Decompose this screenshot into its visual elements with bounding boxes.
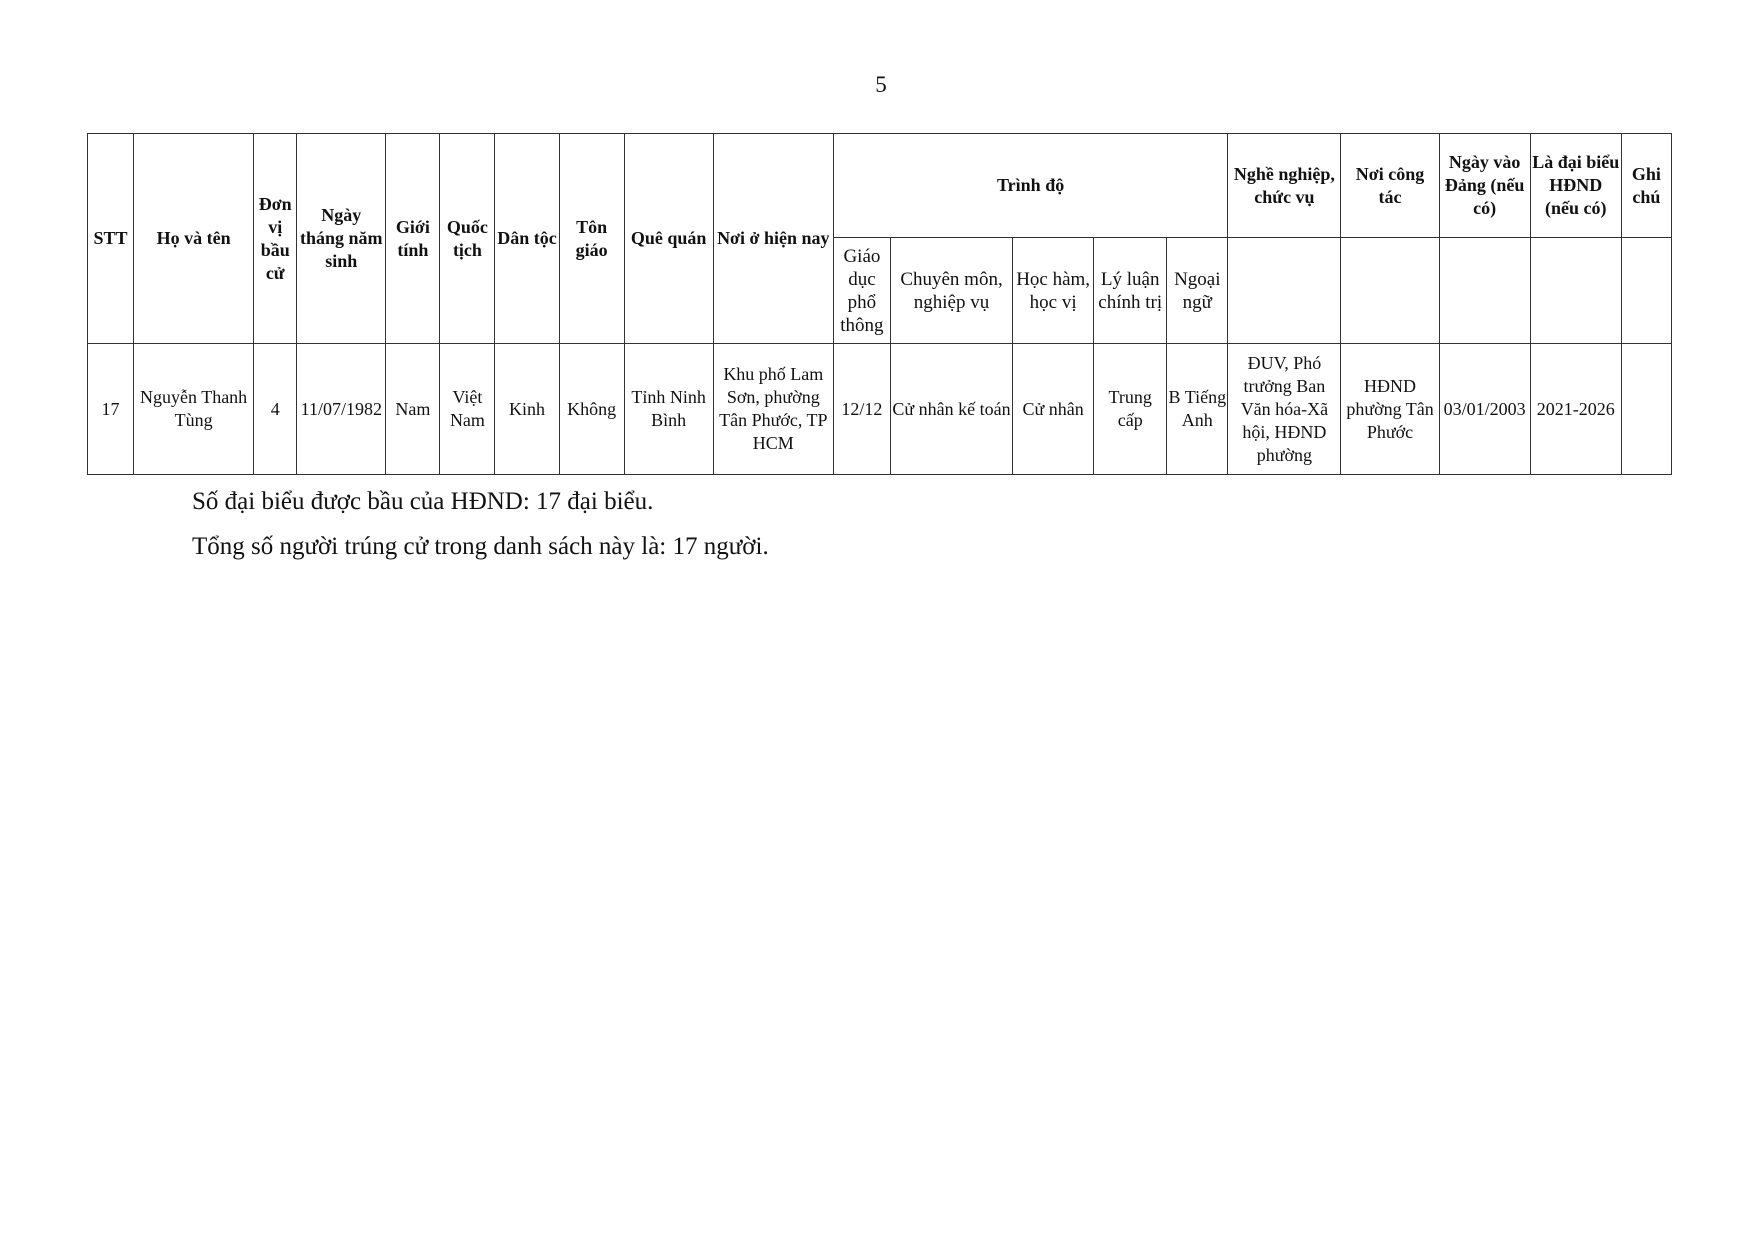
cell-ngay-vao-dang: 03/01/2003	[1439, 344, 1530, 475]
header-hoc-ham: Học hàm, học vị	[1013, 238, 1094, 344]
cell-dan-toc: Kinh	[495, 344, 559, 475]
header-noi-o: Nơi ở hiện nay	[713, 134, 833, 344]
header-dai-bieu-hdnd: Là đại biểu HĐND (nếu có)	[1530, 134, 1621, 238]
cell-hoc-ham: Cử nhân	[1013, 344, 1094, 475]
header-ngay-vao-dang: Ngày vào Đảng (nếu có)	[1439, 134, 1530, 238]
header-quoc-tich: Quốc tịch	[440, 134, 495, 344]
cell-chuyen-mon: Cử nhân kế toán	[890, 344, 1012, 475]
cell-ton-giao: Không	[559, 344, 624, 475]
header-stt: STT	[88, 134, 134, 344]
header-blank-4	[1530, 238, 1621, 344]
cell-que-quan: Tỉnh Ninh Bình	[624, 344, 713, 475]
candidate-table	[87, 133, 1672, 475]
cell-ho-ten: Nguyễn Thanh Tùng	[134, 344, 254, 475]
summary-elected-count: Tổng số người trúng cử trong danh sách này là: 17 người.	[192, 533, 769, 560]
header-ly-luan: Lý luận chính trị	[1094, 238, 1167, 344]
cell-giao-duc: 12/12	[833, 344, 890, 475]
page-number: 5	[875, 72, 887, 97]
header-trinh-do: Trình độ	[833, 134, 1227, 238]
cell-gioi-tinh: Nam	[386, 344, 440, 475]
cell-noi-o: Khu phố Lam Sơn, phường Tân Phước, TP HCM	[713, 344, 833, 475]
cell-ly-luan: Trung cấp	[1094, 344, 1167, 475]
cell-ghi-chu	[1621, 344, 1671, 475]
cell-ngoai-ngu: B Tiếng Anh	[1167, 344, 1228, 475]
header-gioi-tinh: Giới tính	[386, 134, 440, 344]
header-don-vi: Đơn vị bầu cử	[254, 134, 297, 344]
cell-dai-bieu-hdnd: 2021-2026	[1530, 344, 1621, 475]
header-ghi-chu: Ghi chú	[1621, 134, 1671, 238]
header-blank-3	[1439, 238, 1530, 344]
header-ngoai-ngu: Ngoại ngữ	[1167, 238, 1228, 344]
header-nghe-nghiep: Nghề nghiệp, chức vụ	[1228, 134, 1341, 238]
cell-noi-cong-tac: HĐND phường Tân Phước	[1341, 344, 1439, 475]
header-blank-1	[1228, 238, 1341, 344]
header-ngay-sinh: Ngày tháng năm sinh	[297, 134, 386, 344]
header-ho-ten: Họ và tên	[134, 134, 254, 344]
cell-nghe-nghiep: ĐUV, Phó trưởng Ban Văn hóa-Xã hội, HĐND phường	[1228, 344, 1341, 475]
summary-delegate-count: Số đại biểu được bầu của HĐND: 17 đại biểu.	[192, 488, 654, 515]
header-ton-giao: Tôn giáo	[559, 134, 624, 344]
cell-stt: 17	[88, 344, 134, 475]
header-chuyen-mon: Chuyên môn, nghiệp vụ	[890, 238, 1012, 344]
cell-ngay-sinh: 11/07/1982	[297, 344, 386, 475]
header-blank-5	[1621, 238, 1671, 344]
header-que-quan: Quê quán	[624, 134, 713, 344]
header-blank-2	[1341, 238, 1439, 344]
table-row	[88, 344, 1672, 475]
header-dan-toc: Dân tộc	[495, 134, 559, 344]
cell-don-vi: 4	[254, 344, 297, 475]
cell-quoc-tich: Việt Nam	[440, 344, 495, 475]
header-noi-cong-tac: Nơi công tác	[1341, 134, 1439, 238]
header-row	[88, 134, 1672, 238]
header-giao-duc: Giáo dục phổ thông	[833, 238, 890, 344]
